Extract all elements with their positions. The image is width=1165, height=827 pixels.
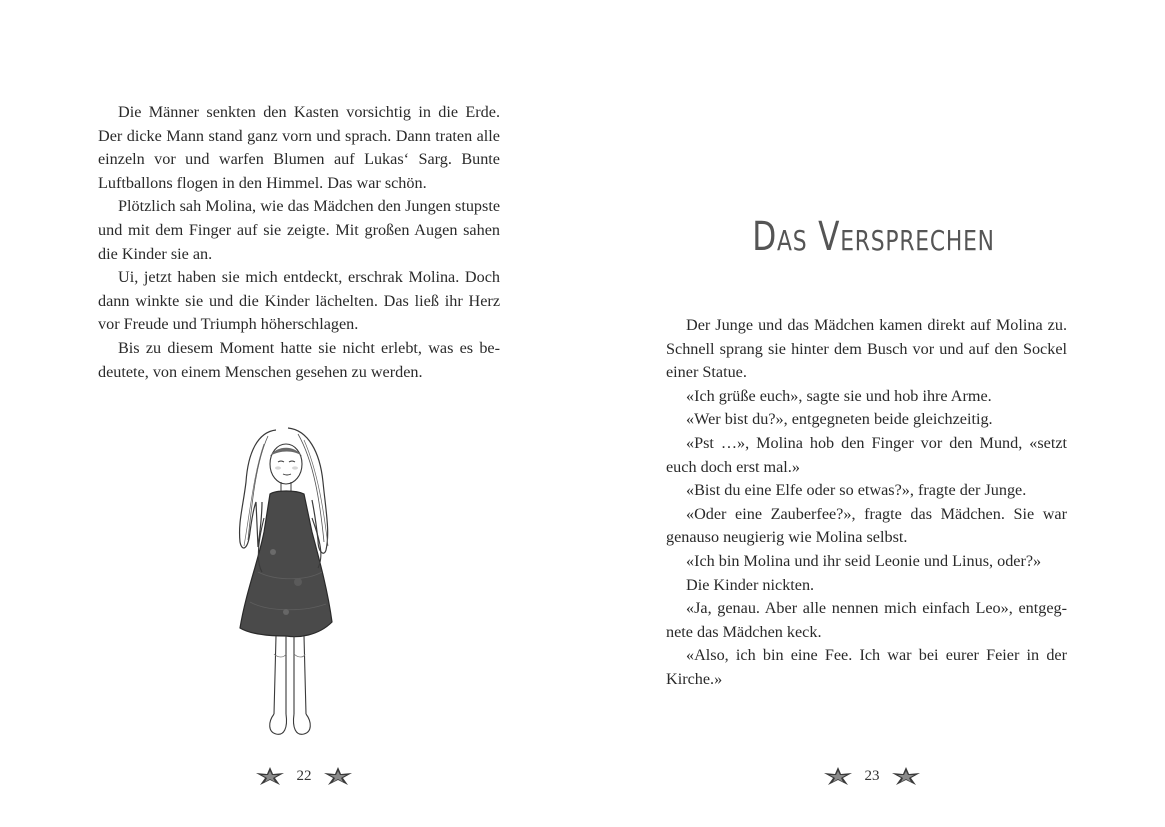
star-ornament-icon [322, 765, 354, 787]
paragraph: «Bist du eine Elfe oder so etwas?», fragte der Junge. [686, 481, 1027, 500]
star-ornament-icon [822, 765, 854, 787]
star-ornament-icon [890, 765, 922, 787]
chapter-title: Das Versprechen [752, 214, 995, 260]
paragraph: «Oder eine Zauberfee?», fragte das Mädchen. Sie war genauso neugierig wie Molina selbst. [666, 504, 1067, 547]
paragraph: Die Männer senkten den Kasten vorsichtig in die Erde. Der dicke Mann stand ganz vorn und sprach. Dann traten alle einzeln vor und warfen Blumen auf Lukas‘ Sarg. Bunte Luftballons flogen in den Himmel. Das war schön. [98, 103, 500, 192]
paragraph: «Wer bist du?», entgegneten beide gleichzeitig. [686, 410, 993, 429]
girl-illustration [228, 422, 348, 747]
paragraph: Die Kinder nickten. [686, 575, 815, 594]
paragraph: «Ja, genau. Aber alle nennen mich einfach Leo», entgegnete das Mädchen keck. [666, 599, 1067, 641]
paragraph: «Pst …», Molina hob den Finger vor den Mund, «setzt euch doch erst mal.» [666, 433, 1067, 476]
paragraph: «Ich grüße euch», sagte sie und hob ihre Arme. [686, 386, 992, 405]
left-page-text [98, 101, 500, 384]
left-page [0, 0, 582, 827]
star-ornament-icon [254, 765, 286, 787]
paragraph: Bis zu diesem Moment hatte sie nicht erlebt, was es bedeutete, von einem Menschen gesehen zu werden. [98, 338, 500, 381]
right-page [582, 0, 1165, 827]
paragraph: Plötzlich sah Molina, wie das Mädchen den Jungen stupste und mit dem Finger auf sie zeigte. Mit großen Augen sahen die Kinder sie an. [98, 197, 500, 263]
page-footer [822, 762, 922, 790]
right-page-text [666, 314, 1067, 692]
paragraph: «Ich bin Molina und ihr seid Leonie und Linus, oder?» [686, 551, 1042, 570]
page-footer [254, 762, 354, 790]
page-number: 22 [296, 767, 312, 784]
paragraph: «Also, ich bin eine Fee. Ich war bei eurer Feier in der Kirche.» [666, 646, 1067, 688]
page-number: 23 [864, 767, 880, 784]
paragraph: Ui, jetzt haben sie mich entdeckt, erschrak Molina. Doch dann winkte sie und die Kinder lächelten. Das ließ ihr Herz vor Freude und Triumph höherschlagen. [98, 268, 500, 334]
paragraph: Der Junge und das Mädchen kamen direkt auf Molina zu. Schnell sprang sie hinter dem Busch vor und auf den Sockel einer Statue. [666, 316, 1067, 382]
